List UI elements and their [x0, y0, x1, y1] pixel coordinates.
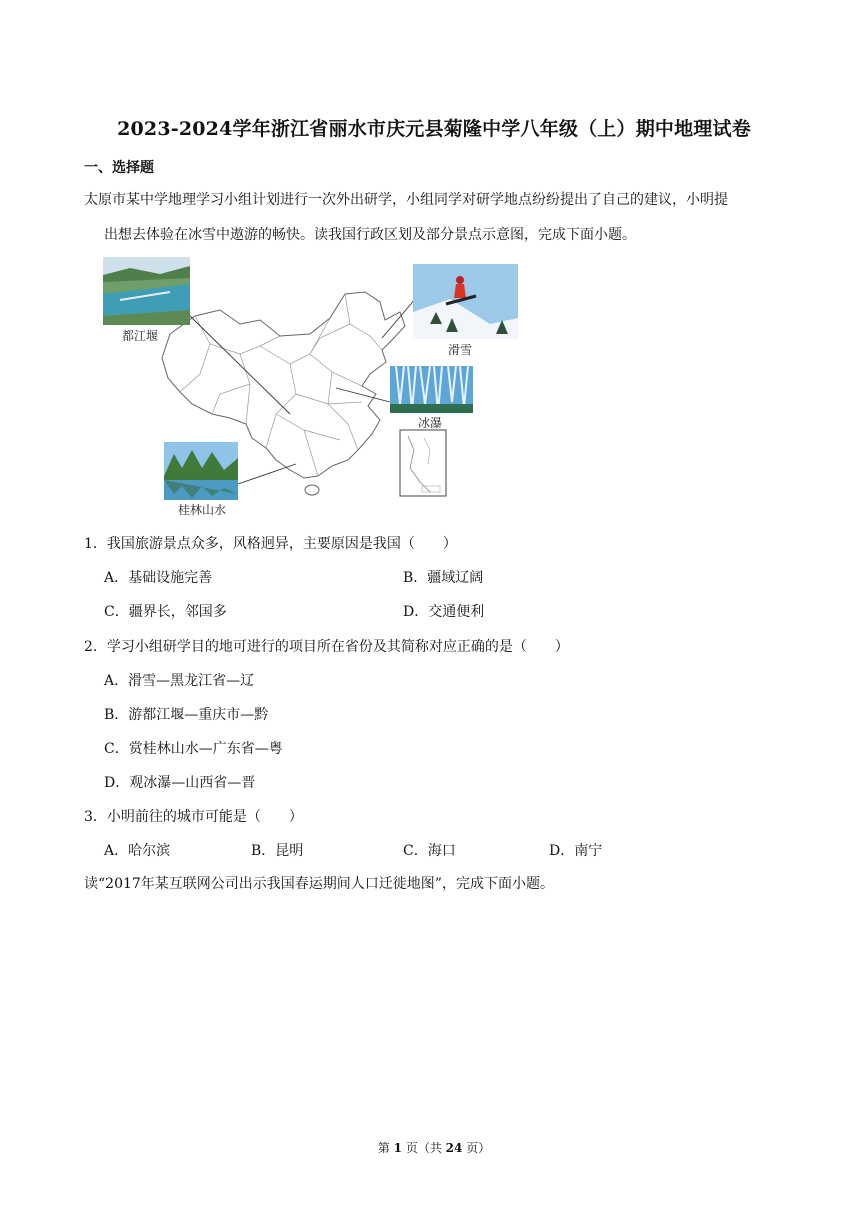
question-3-option-b: B．昆明	[251, 843, 304, 859]
dujiangyan-photo	[103, 257, 190, 325]
south-china-sea-inset	[400, 430, 446, 496]
dujiangyan-label: 都江堰	[122, 329, 159, 343]
guilin-photo	[164, 442, 238, 500]
question-1-option-c: C．疆界长，邻国多	[104, 604, 227, 620]
page-footer	[0, 1139, 868, 1156]
question-2-option-c: C．赏桂林山水—广东省—粤	[104, 741, 283, 757]
skiing-photo	[413, 264, 518, 339]
footer-suffix: 页）	[466, 1141, 491, 1155]
icefall-label: 冰瀑	[418, 416, 443, 430]
intro-text-line1: 太原市某中学地理学习小组计划进行一次外出研学，小组同学对研学地点纷纷提出了自己的建议，小明提	[84, 192, 728, 208]
footer-middle: 页（共	[405, 1141, 442, 1155]
question-1-option-b: B．疆域辽阔	[403, 570, 484, 586]
footer-page-number: 1	[393, 1141, 402, 1155]
question-2-option-a: A．滑雪—黑龙江省—辽	[104, 673, 255, 689]
page-title: 2023-2024学年浙江省丽水市庆元县菊隆中学八年级（上）期中地理试卷	[117, 118, 751, 140]
question-3-option-a: A．哈尔滨	[104, 843, 171, 859]
skiing-label: 滑雪	[448, 343, 473, 357]
icefall-photo	[390, 366, 473, 413]
question-2-option-b: B．游都江堰—重庆市—黔	[104, 707, 269, 723]
question-3-stem: 3．小明前往的城市可能是（ ）	[84, 809, 303, 825]
china-map-svg	[100, 254, 520, 520]
china-map-figure	[100, 254, 520, 520]
section-heading: 一、选择题	[84, 160, 154, 176]
footer-prefix: 第	[377, 1141, 390, 1155]
question-1-option-d: D．交通便利	[403, 604, 485, 620]
question-1-option-a: A．基础设施完善	[104, 570, 213, 586]
question-1-stem: 1．我国旅游景点众多，风格迥异，主要原因是我国（ ）	[84, 536, 457, 552]
question-3-option-d: D．南宁	[549, 843, 603, 859]
hainan-island	[305, 485, 319, 495]
intro-text-line2: 出想去体验在冰雪中遨游的畅快。读我国行政区划及部分景点示意图，完成下面小题。	[104, 227, 636, 243]
question-2-option-d: D．观冰瀑—山西省—晋	[104, 775, 256, 791]
closing-text: 读“2017年某互联网公司出示我国春运期间人口迁徙地图”，完成下面小题。	[84, 876, 554, 892]
guilin-label: 桂林山水	[178, 503, 227, 517]
question-2-stem: 2．学习小组研学目的地可进行的项目所在省份及其简称对应正确的是（ ）	[84, 639, 569, 655]
footer-total-pages: 24	[445, 1141, 463, 1155]
question-3-option-c: C．海口	[403, 843, 456, 859]
